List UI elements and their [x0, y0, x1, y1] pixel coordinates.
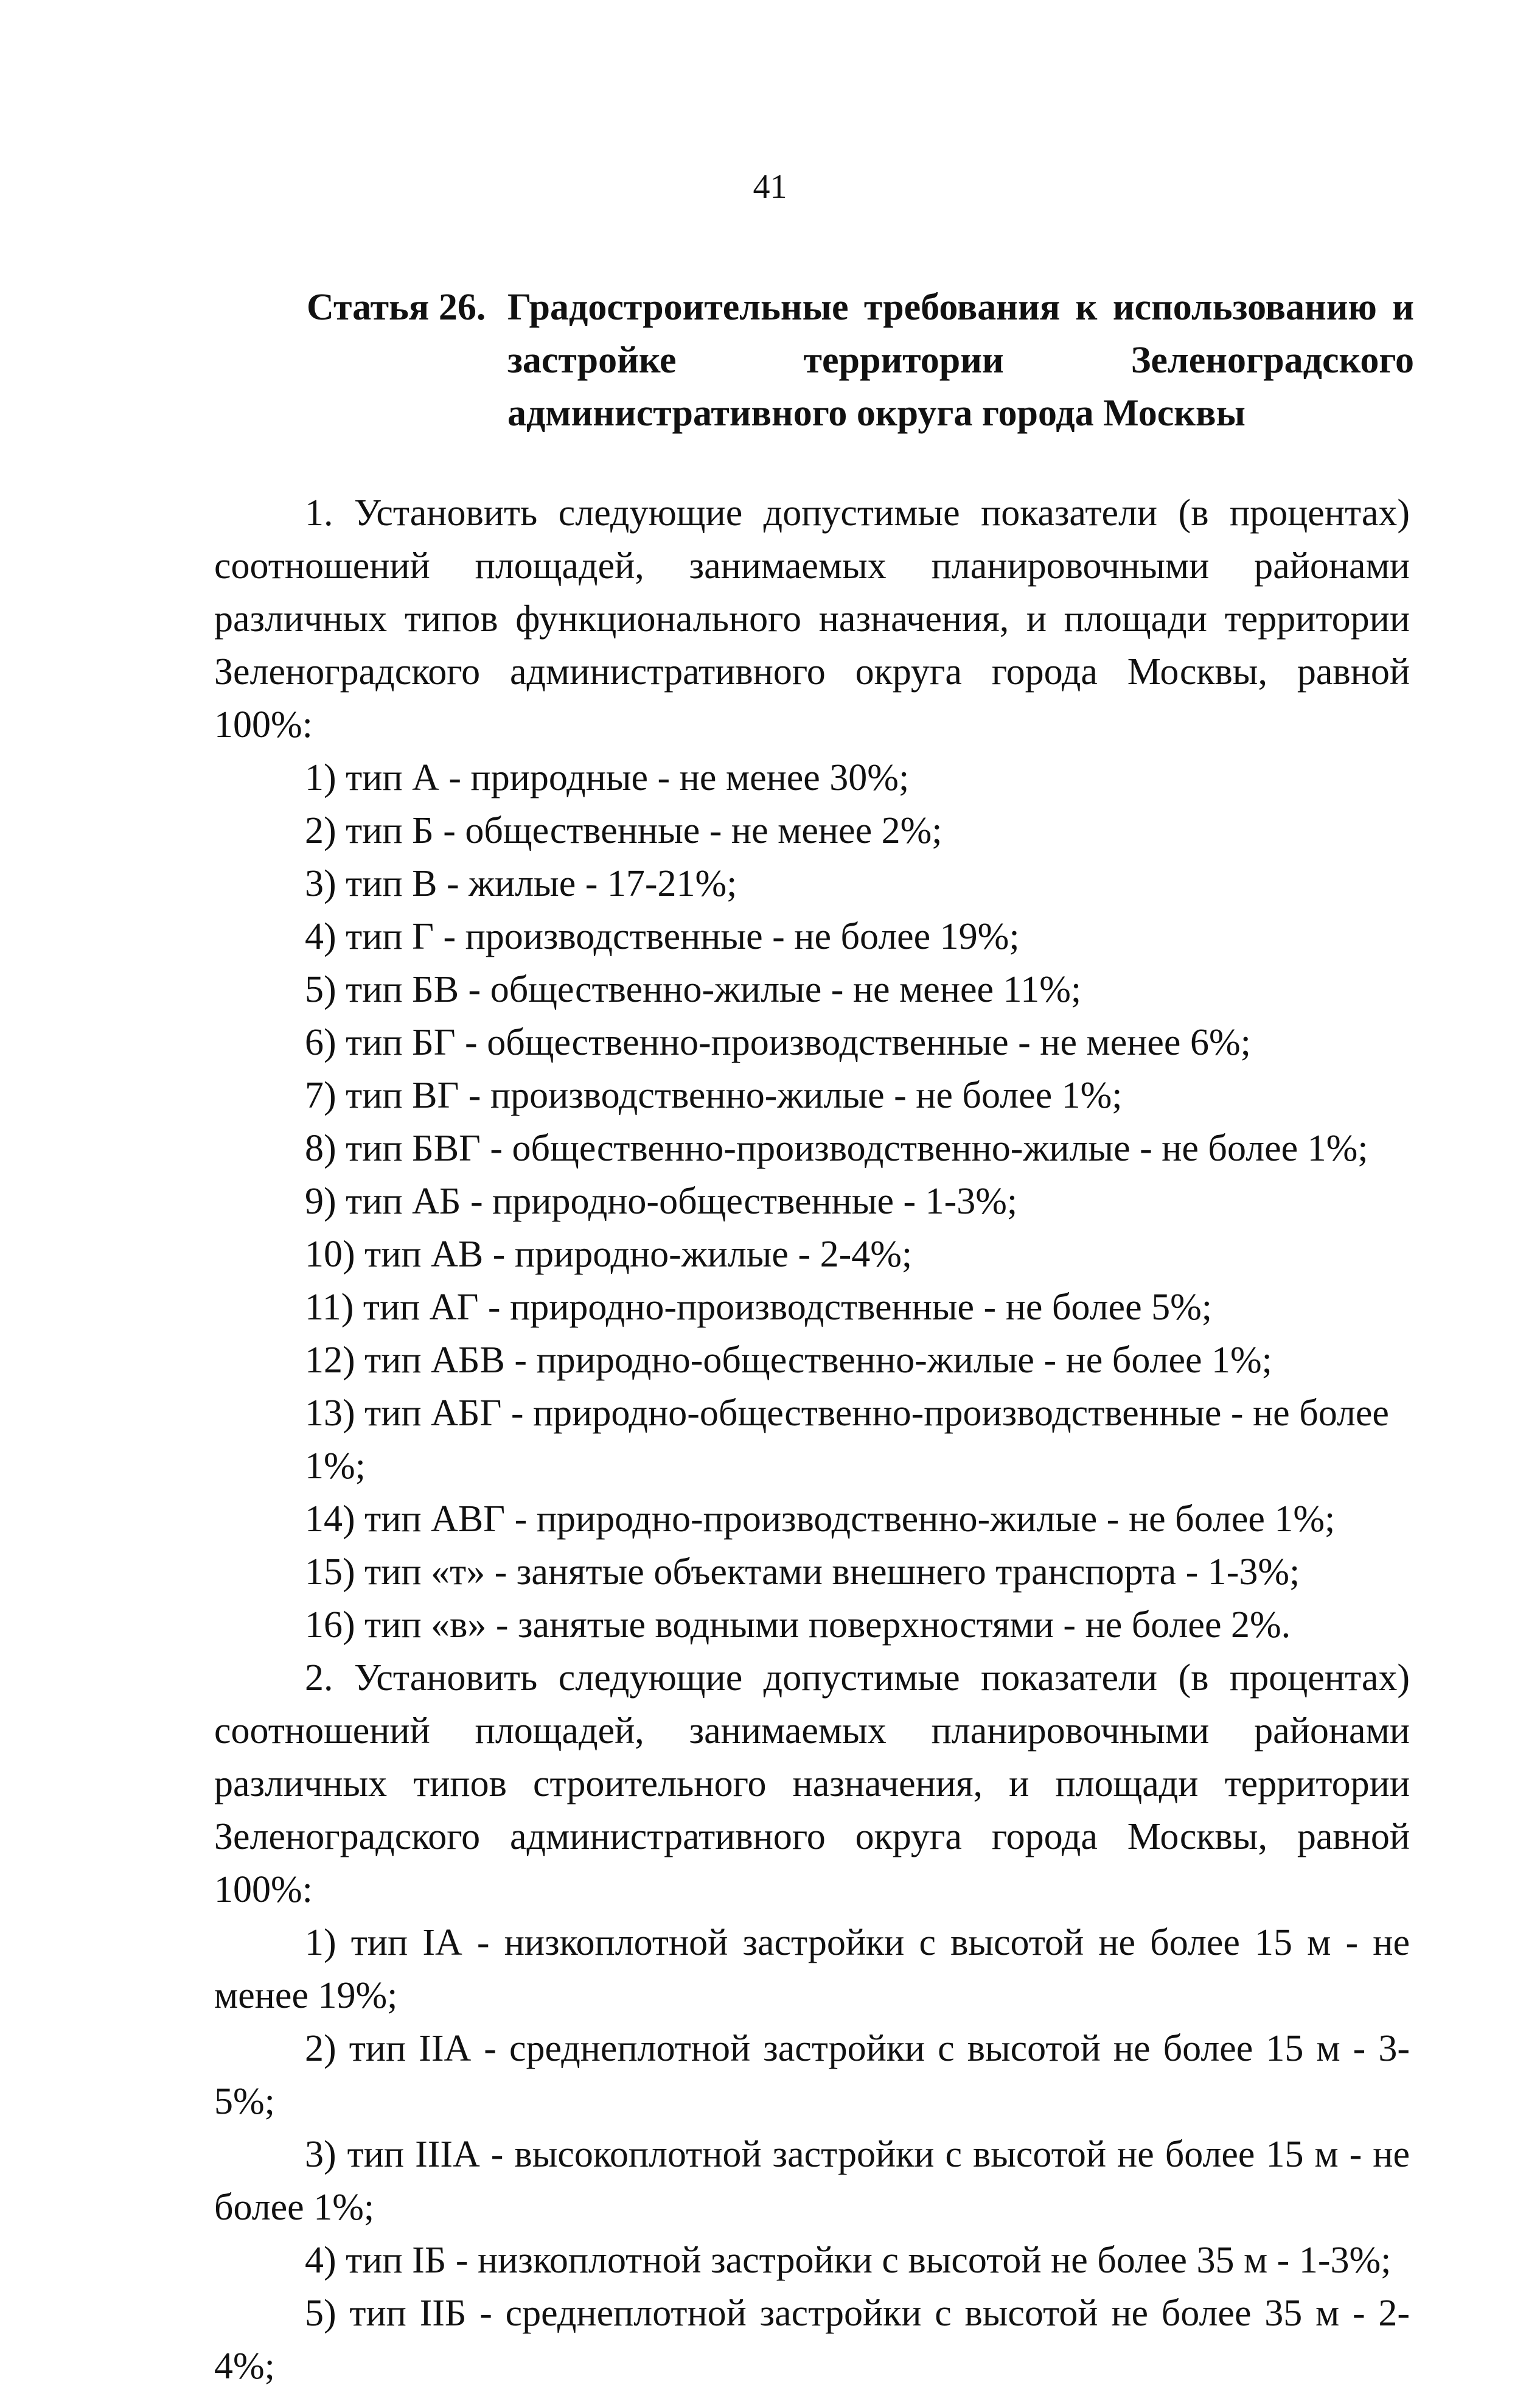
list-item: 14) тип АВГ - природно-производственно-жилые - не более 1%;	[305, 1498, 1336, 1540]
article-label: Статья 26.	[307, 287, 486, 328]
list-item: 5) тип IIБ - среднеплотной застройки с высотой не более 35 м - 2-4%;	[214, 2293, 1410, 2387]
section-2-list	[214, 1916, 1410, 2393]
list-item: 12) тип АБВ - природно-общественно-жилые - не более 1%;	[305, 1340, 1272, 1381]
list-item: 1) тип IА - низкоплотной застройки с высотой не более 15 м - не менее 19%;	[214, 1922, 1410, 2016]
list-item: 8) тип БВГ - общественно-производственно-жилые - не более 1%;	[305, 1128, 1368, 1169]
list-item: 15) тип «т» - занятые объектами внешнего транспорта - 1-3%;	[305, 1551, 1300, 1593]
list-item: 6) тип БГ - общественно-производственные - не менее 6%;	[305, 1022, 1251, 1063]
article-body	[214, 487, 1410, 2393]
list-item: 9) тип АБ - природно-общественные - 1-3%;	[305, 1181, 1018, 1222]
list-item: 3) тип В - жилые - 17-21%;	[305, 863, 737, 904]
list-item: 13) тип АБГ - природно-общественно-производственные - не более 1%;	[305, 1392, 1389, 1487]
section-1-list	[214, 752, 1410, 1652]
list-item: 5) тип БВ - общественно-жилые - не менее 11%;	[305, 969, 1082, 1010]
list-item: 1) тип А - природные - не менее 30%;	[305, 757, 910, 798]
list-item: 2) тип Б - общественные - не менее 2%;	[305, 810, 942, 851]
list-item: 10) тип АВ - природно-жилые - 2-4%;	[305, 1234, 913, 1275]
list-item: 4) тип IБ - низкоплотной застройки с высотой не более 35 м - 1-3%;	[305, 2240, 1392, 2281]
list-item: 3) тип IIIА - высокоплотной застройки с высотой не более 15 м - не более 1%;	[214, 2134, 1410, 2228]
section-2-intro: 2. Установить следующие допустимые показатели (в процентах) соотношений площадей, занимаемых планировочными районами различных типов строительного назначения, и площади территории Зеленоградского административного округа города Москвы, равной 100%:	[214, 1657, 1410, 1910]
list-item: 2) тип IIА - среднеплотной застройки с высотой не более 15 м - 3-5%;	[214, 2028, 1410, 2122]
list-item: 7) тип ВГ - производственно-жилые - не более 1%;	[305, 1075, 1123, 1116]
list-item: 11) тип АГ - природно-производственные - не более 5%;	[305, 1287, 1212, 1328]
list-item: 4) тип Г - производственные - не более 19%;	[305, 916, 1020, 957]
article-title: Градостроительные требования к использованию и застройке территории Зеленоградского административного округа города Москвы	[507, 287, 1414, 434]
page-number: 41	[753, 168, 787, 206]
section-1-intro: 1. Установить следующие допустимые показатели (в процентах) соотношений площадей, занимаемых планировочными районами различных типов функционального назначения, и площади территории Зеленоградского административного округа города Москвы, равной 100%:	[214, 492, 1410, 746]
list-item: 16) тип «в» - занятые водными поверхностями - не более 2%.	[305, 1604, 1291, 1646]
